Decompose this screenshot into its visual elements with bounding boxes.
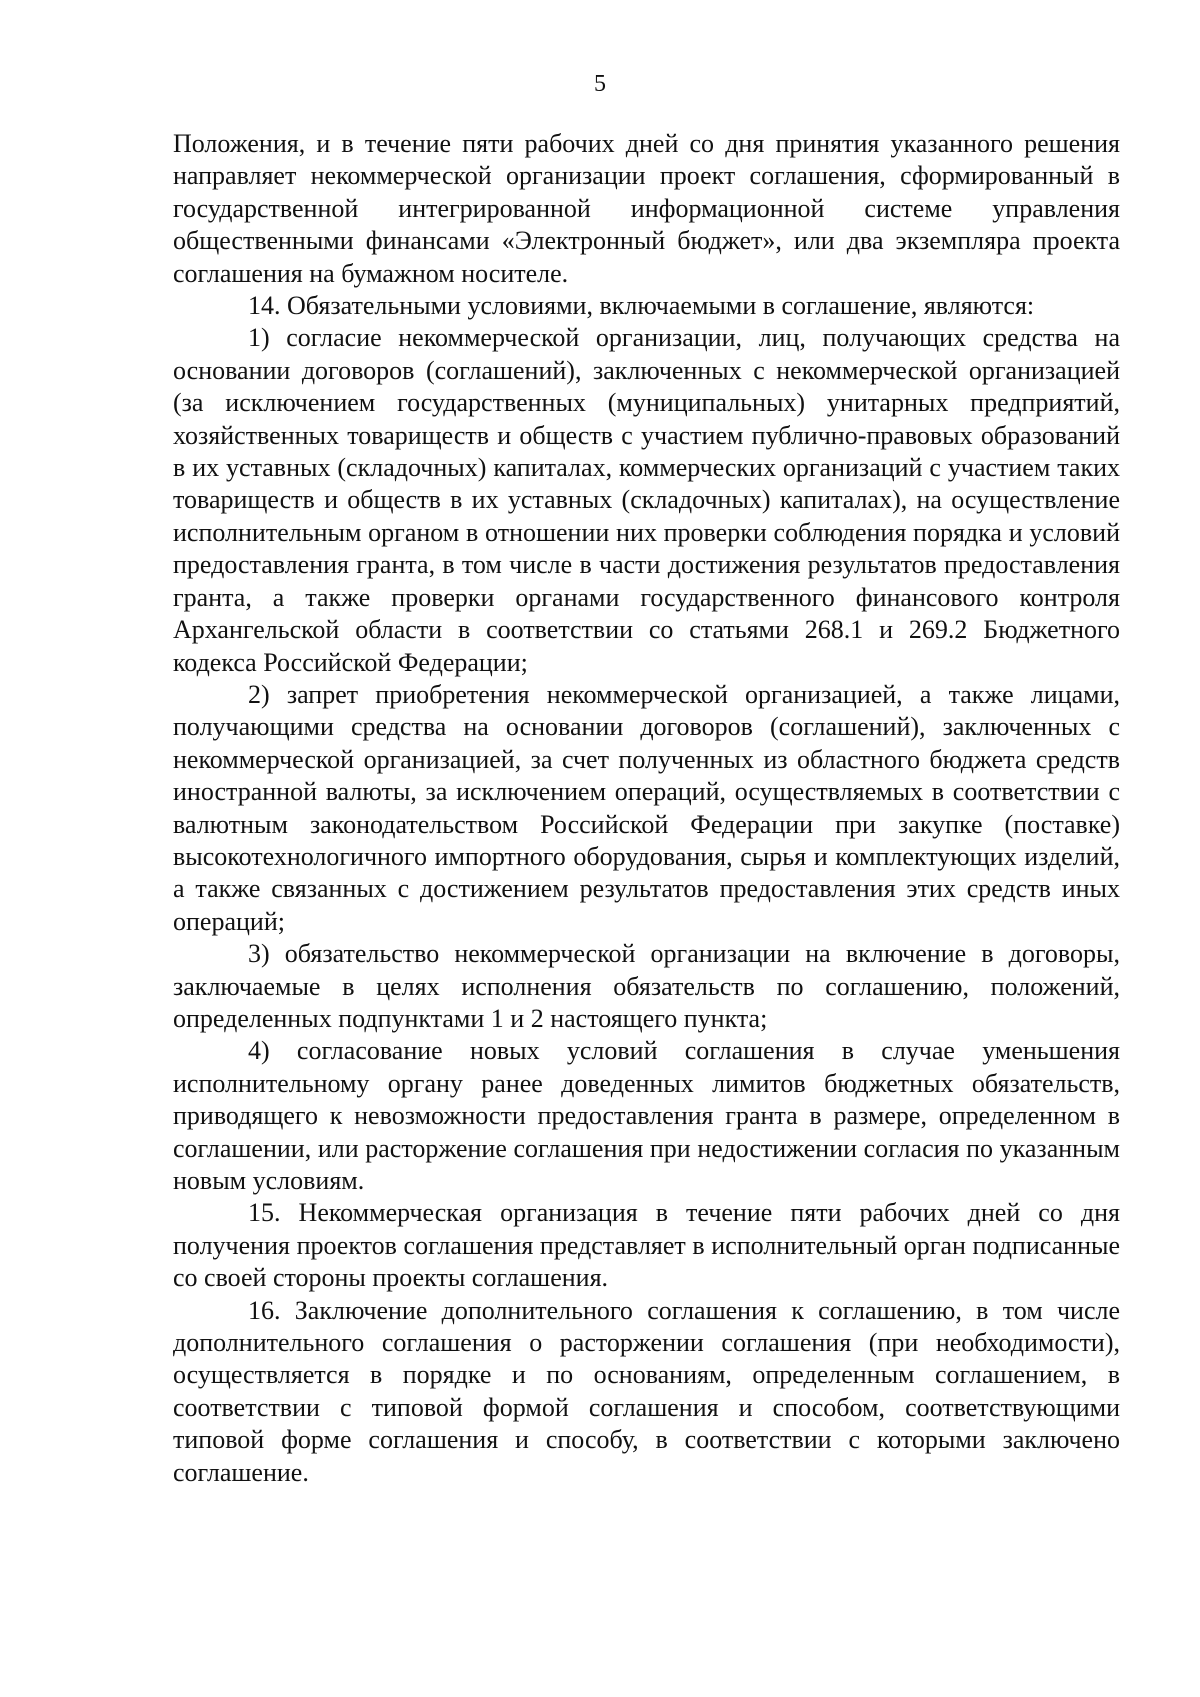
paragraph-subitem-1: 1) согласие некоммерческой организации, лиц, получающих средства на основании договоров (соглашений), заключенных с некоммерческой организацией (за исключением государственных (муниципальных) унитарных предприятий, хозяйственных товариществ и обществ с участием публично-правовых образований в их уставных (складочных) капиталах, коммерческих организаций с участием таких товариществ и обществ в их уставных (складочных) капиталах), на осуществление исполнительным органом в отношении них проверки соблюдения порядка и условий предоставления гранта, в том числе в части достижения результатов предоставления гранта, а также проверки органами государственного финансового контроля Архангельской области в соответствии со статьями 268.1 и 269.2 Бюджетного кодекса Российской Федерации; bbox=[173, 323, 1120, 677]
paragraph-subitem-2: 2) запрет приобретения некоммерческой организацией, а также лицами, получающими средства на основании договоров (соглашений), заключенных с некоммерческой организацией, за счет полученных из областного бюджета средств иностранной валюты, за исключением операций, осуществляемых в соответствии с валютным законодательством Российской Федерации при закупке (поставке) высокотехнологичного импортного оборудования, сырья и комплектующих изделий, а также связанных с достижением результатов предоставления этих средств иных операций; bbox=[173, 679, 1120, 936]
paragraph-item-14: 14. Обязательными условиями, включаемыми в соглашение, являются: bbox=[248, 291, 1035, 321]
paragraph-item-15: 15. Некоммерческая организация в течение пяти рабочих дней со дня получения проектов соглашения представляет в исполнительный орган подписанные со своей стороны проекты соглашения. bbox=[173, 1198, 1120, 1293]
document-body bbox=[173, 128, 1120, 1489]
paragraph-subitem-3: 3) обязательство некоммерческой организации на включение в договоры, заключаемые в целях исполнения обязательств по соглашению, положений, определенных подпунктами 1 и 2 настоящего пункта; bbox=[173, 939, 1120, 1033]
paragraph-continuation: Положения, и в течение пяти рабочих дней со дня принятия указанного решения направляет некоммерческой организации проект соглашения, сформированный в государственной интегрированной информационной системе управления общественными финансами «Электронный бюджет», или два экземпляра проекта соглашения на бумажном носителе. bbox=[173, 129, 1120, 288]
paragraph-subitem-4: 4) согласование новых условий соглашения в случае уменьшения исполнительному органу ранее доведенных лимитов бюджетных обязательств, приводящего к невозможности предоставления гранта в размере, определенном в соглашении, или расторжение соглашения при недостижении согласия по указанным новым условиям. bbox=[173, 1036, 1120, 1195]
page-number: 5 bbox=[594, 71, 606, 97]
paragraph-item-16: 16. Заключение дополнительного соглашения к соглашению, в том числе дополнительного соглашения о расторжении соглашения (при необходимости), осуществляется в порядке и по основаниям, определенным соглашением, в соответствии с типовой формой соглашения и способом, соответствующими типовой форме соглашения и способу, в соответствии с которыми заключено соглашение. bbox=[173, 1295, 1120, 1487]
